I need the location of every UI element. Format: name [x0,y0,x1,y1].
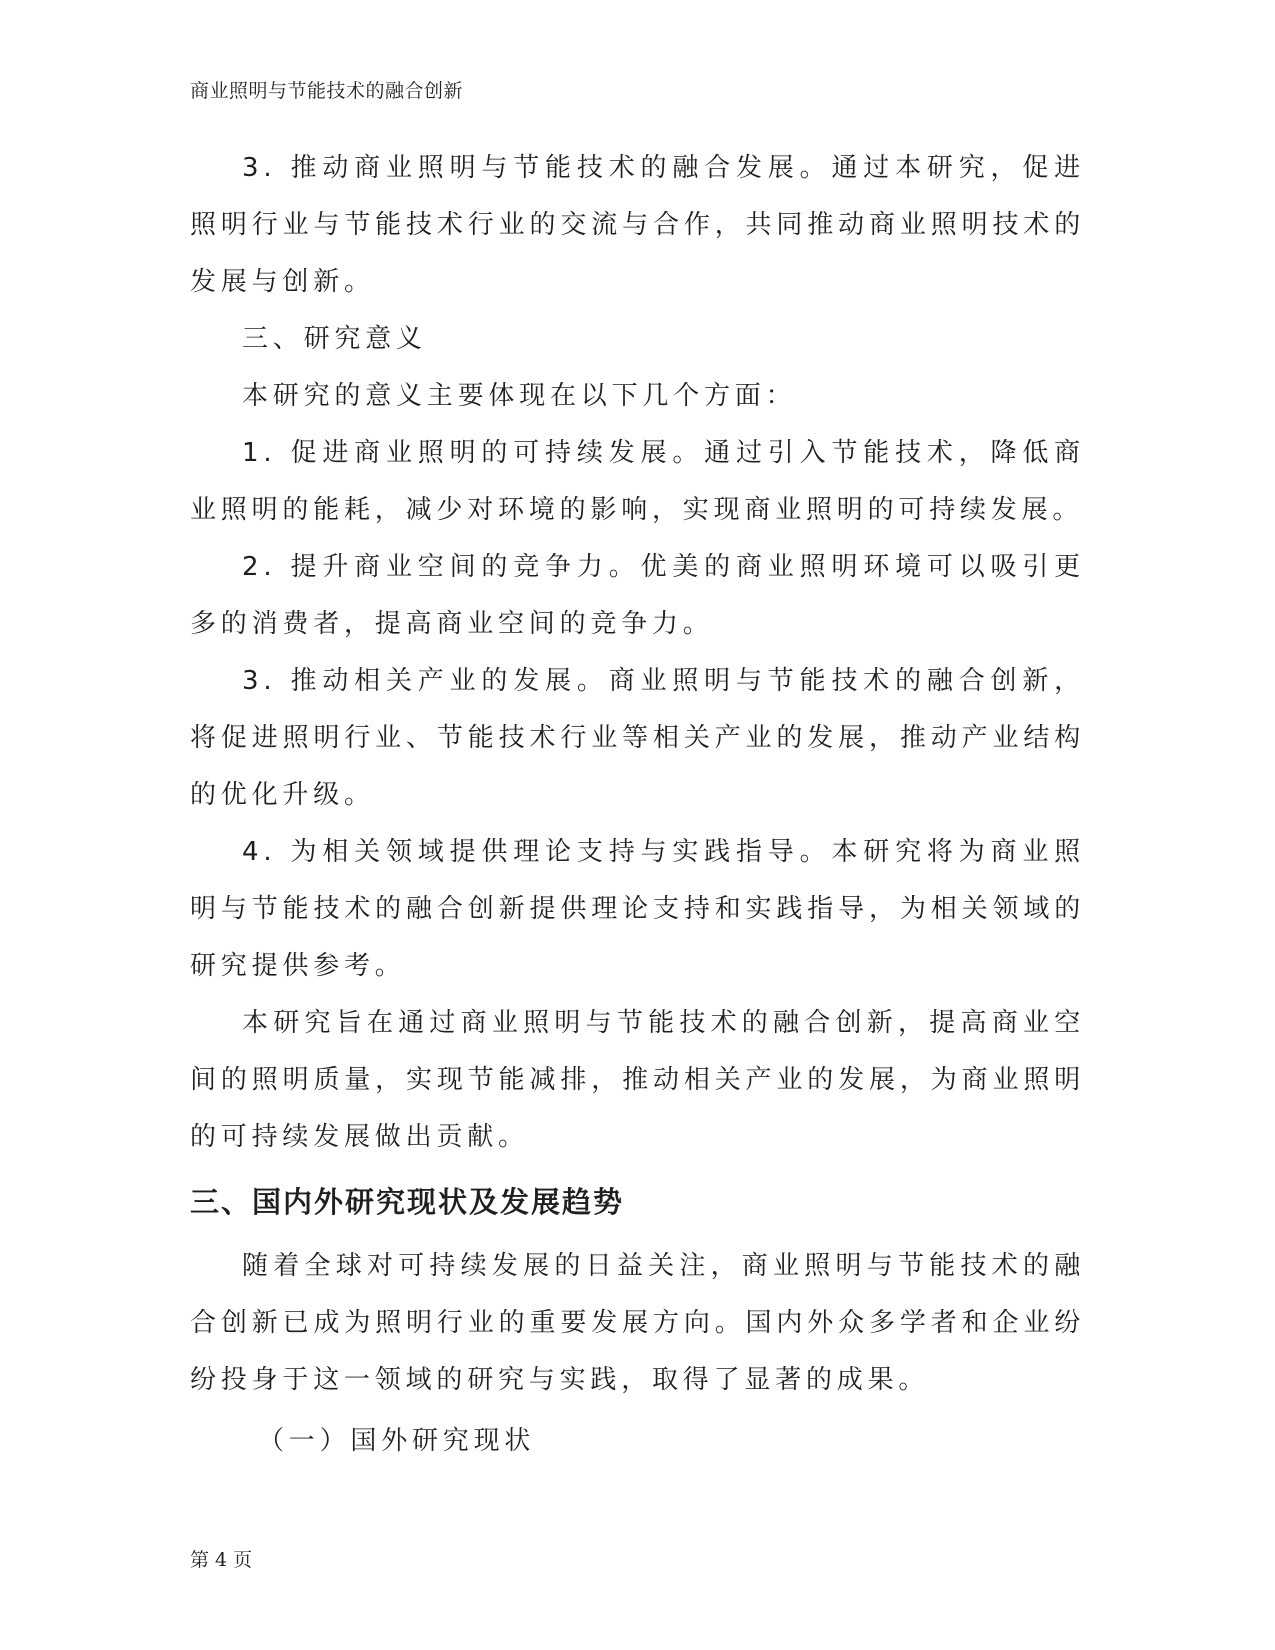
paragraph: 随着全球对可持续发展的日益关注，商业照明与节能技术的融合创新已成为照明行业的重要发展方向。国内外众多学者和企业纷纷投身于这一领域的研究与实践，取得了显著的成果。 [190,1251,1085,1395]
subheading-research-significance: 三、研究意义 [242,324,427,354]
paragraph: 3. 推动商业照明与节能技术的融合发展。通过本研究，促进照明行业与节能技术行业的交流与合作，共同推动商业照明技术的发展与创新。 [190,153,1085,297]
subsection-heading: （一）国外研究现状 [258,1426,536,1456]
paragraph: 3. 推动相关产业的发展。商业照明与节能技术的融合创新，将促进照明行业、节能技术行业等相关产业的发展，推动产业结构的优化升级。 [190,666,1085,810]
document-body [190,140,1085,1470]
paragraph: 4. 为相关领域提供理论支持与实践指导。本研究将为商业照明与节能技术的融合创新提供理论支持和实践指导，为相关领域的研究提供参考。 [190,837,1085,981]
page-number: 第 4 页 [190,1549,253,1571]
paragraph: 2. 提升商业空间的竞争力。优美的商业照明环境可以吸引更多的消费者，提高商业空间的竞争力。 [190,552,1085,639]
section-heading: 三、国内外研究现状及发展趋势 [190,1185,625,1219]
paragraph: 1. 促进商业照明的可持续发展。通过引入节能技术，降低商业照明的能耗，减少对环境的影响，实现商业照明的可持续发展。 [190,438,1085,525]
paragraph: 本研究的意义主要体现在以下几个方面： [242,381,797,411]
page-header: 商业照明与节能技术的融合创新 [190,80,464,102]
paragraph: 本研究旨在通过商业照明与节能技术的融合创新，提高商业空间的照明质量，实现节能减排，推动相关产业的发展，为商业照明的可持续发展做出贡献。 [190,1008,1085,1152]
